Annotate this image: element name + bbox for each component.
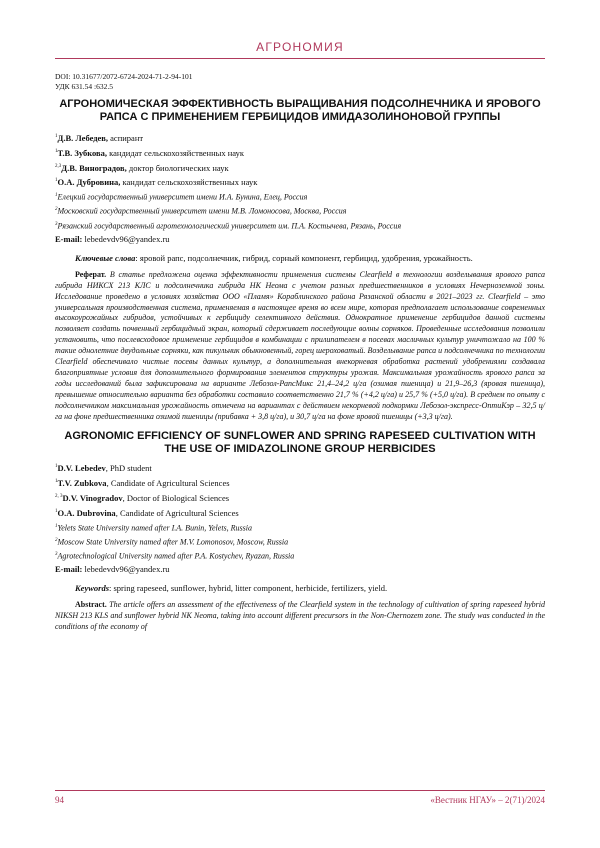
- en-affiliations: [55, 521, 545, 562]
- en-title: AGRONOMIC EFFICIENCY OF SUNFLOWER AND SPRING RAPESEED CULTIVATION WITH THE USE OF IMIDAZOLINONE GROUP HERBICIDES: [64, 430, 536, 455]
- section-label: АГРОНОМИЯ: [256, 40, 344, 54]
- en-email: E-mail: lebedevdv96@yandex.ru: [55, 564, 170, 575]
- top-divider: [55, 58, 545, 59]
- ru-email-link[interactable]: lebedevdv96@yandex.ru: [82, 233, 170, 244]
- en-email-link[interactable]: lebedevdv96@yandex.ru: [82, 564, 170, 575]
- page-number: 94: [55, 795, 64, 805]
- en-authors: [55, 461, 545, 518]
- ru-author: $^1$Т.В. Зубкова, кандидат сельскохозяйственных наук: [55, 147, 245, 158]
- ru-email: E-mail: lebedevdv96@yandex.ru: [55, 233, 170, 244]
- ru-author: $^1$О.А. Дубровина, кандидат сельскохозяйственных наук: [55, 177, 258, 188]
- doi: DOI: 10.31677/2072-6724-2024-71-2-94-101: [55, 72, 193, 81]
- udk: УДК 631.54 :632.5: [55, 82, 114, 91]
- en-author: $^1$T.V. Zubkova, Candidate of Agricultural Sciences: [55, 478, 230, 489]
- ru-authors: [55, 131, 545, 188]
- footer-divider: [55, 790, 545, 791]
- ru-author: $^{2,3}$Д.В. Виноградов, доктор биологических наук: [55, 162, 229, 173]
- en-affiliation: $^1$Yelets State University named after I.A. Bunin, Yelets, Russia: [55, 523, 253, 533]
- en-affiliation: $^3$Agrotechnological University named after P.A. Kostychev, Ryazan, Russia: [55, 551, 295, 561]
- article-content: [55, 72, 545, 633]
- ru-affiliation: $^3$Рязанский государственный агротехнологический университет им. П.А. Костычева, Рязань, Россия: [55, 221, 402, 231]
- en-keywords: Keywords: spring rapeseed, sunflower, hybrid, litter component, herbicide, fertilizers, yield.: [75, 583, 388, 594]
- ru-author: $^1$Д.В. Лебедев, аспирант: [55, 132, 144, 143]
- en-author: $^{2, 3}$D.V. Vinogradov, Doctor of Biological Sciences: [55, 492, 230, 503]
- ru-affiliation: $^1$Елецкий государственный университет имени И.А. Бунина, Елец, Россия: [55, 192, 308, 202]
- ru-keywords: Ключевые слова: яровой рапс, подсолнечник, гибрид, сорный компонент, гербицид, удобрения, урожайность.: [75, 252, 473, 263]
- ru-title: АГРОНОМИЧЕСКАЯ ЭФФЕКТИВНОСТЬ ВЫРАЩИВАНИЯ ПОДСОЛНЕЧНИКА И ЯРОВОГО РАПСА С ПРИМЕНЕНИЕМ ГЕРБИЦИДОВ ИМИДАЗОЛИНОНОВОЙ ГРУППЫ: [59, 98, 541, 123]
- en-author: $^1$O.A. Dubrovina, Candidate of Agricultural Sciences: [55, 507, 239, 518]
- en-author: $^1$D.V. Lebedev, PhD student: [55, 463, 152, 474]
- en-affiliation: $^2$Moscow State University named after M.V. Lomonosov, Moscow, Russia: [55, 537, 289, 547]
- ru-affiliations: [55, 190, 545, 231]
- ru-affiliation: $^2$Московский государственный университет имени М.В. Ломоносова, Москва, Россия: [55, 207, 347, 217]
- ru-abstract: Реферат. В статье предложена оценка эффективности применения системы Clearfield в технологии возделывания ярового рапса гибрида НИКСХ 213 КЛС и подсолнечника гибрида НК Неома с учетом разных предшественников в условиях Нечерноземной зоны. Исследование проведено в условиях хозяйства ООО «Пламя» Кораблинского района Рязанской области в 2021–2023 гг. Clearfield – это универсальная производственная система, применяемая в настоящее время во всем мире, которая предполагает использование современных высокоурожайных гибридов, устойчивых к гербициду селективного действия. Однократное применение гербицидов данной системы позволяет создать почвенный гербицидный экран, который сдерживает последующие волны сорняков. Проведенные исследования позволили установить, что послевсходовое применение гербицидов в комбинации с прилипателем в посевах масличных культур уничтожало на 100 % такие однолетние двудольные сорняки, как пикульник обыкновенный, горец шероховатый. Возделывание рапса и подсолнечника по технологии Clearfield обеспечивало чистые посевы данных культур, а дополнительная внекорневая обработка растений удобрениями создавала благоприятные условия для дополнительного формирования элементов структуры урожая. Максимальная урожайность ярового рапса за годы исследований была зафиксирована на варианте Лебозол-РапсМикс 21,4–24,2 ц/га (озимая пшеница) и 21,9–26,3 (яровая пшеница), превышение относительно варианта без обработки составило соответственно 21,7 % (+4,2 ц/га) и 25,7 % (+5,0 ц/га). В среднем по опыту с подсолнечником максимальная урожайность отмечена на вариантах с действием некорневой подкормки Лебозол-экспресс-ОптиКэр – 32,5 ц/га на фоне предшественника озимой пшеницы (прибавка + 3,8 ц/га), и 30,7 ц/га на фоне яровой пшеницы (+3,3 ц/га).: [55, 269, 545, 421]
- en-abstract: Abstract. The article offers an assessment of the effectiveness of the Clearfield system in the technology of cultivation of spring rapeseed hybrid NIKSH 213 KLS and sunflower hybrid NK Neoma, taking into account different precursors in the Non-Chernozem zone. The study was conducted in the conditions of the economy of: [55, 600, 545, 632]
- journal-issue: «Вестник НГАУ» – 2(71)/2024: [430, 795, 545, 805]
